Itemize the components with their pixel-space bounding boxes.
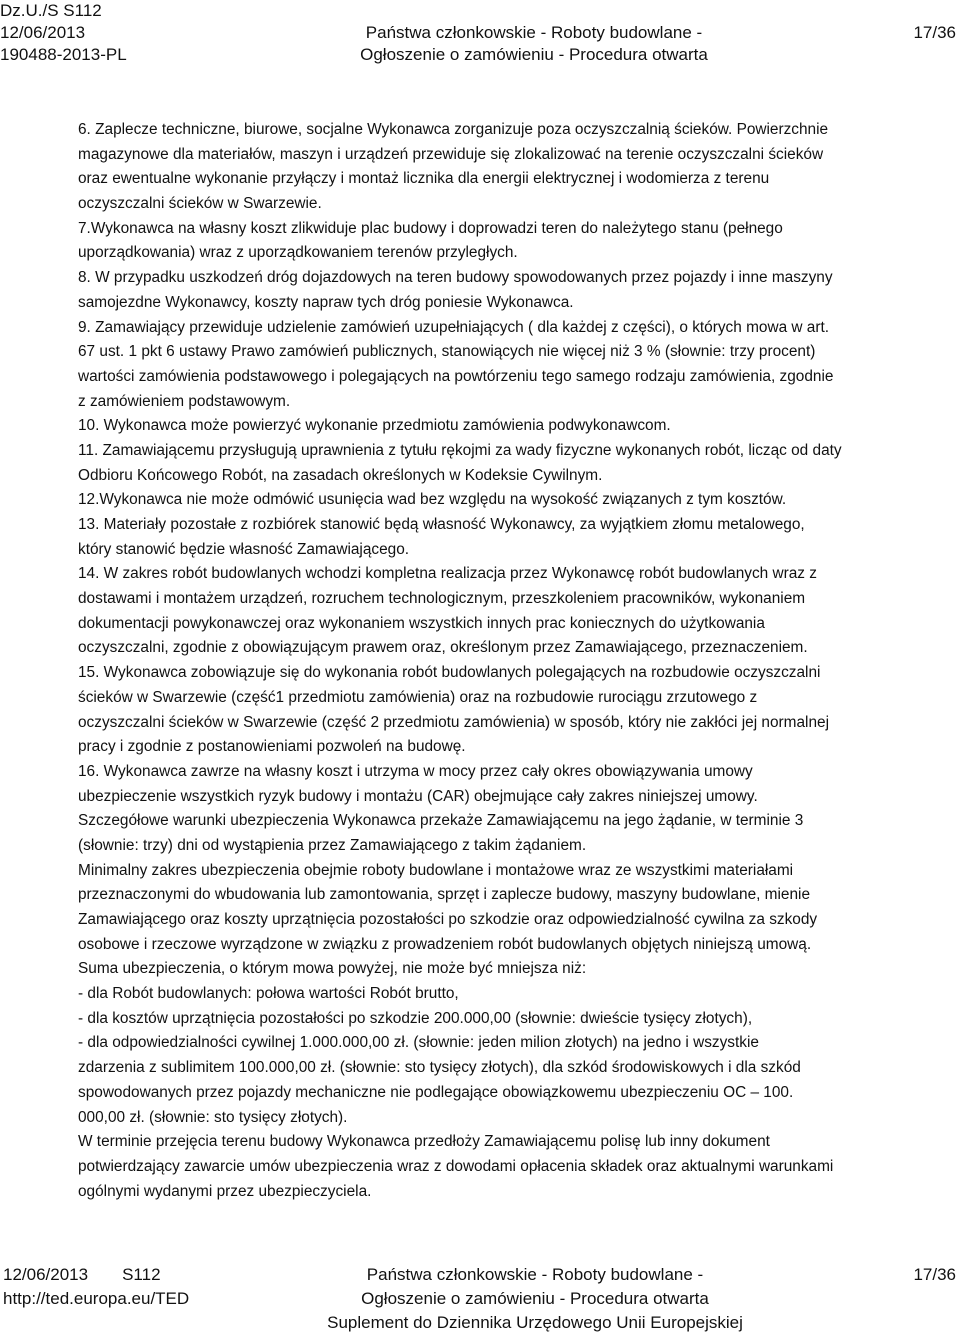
footer-page-number: 17/36	[913, 1265, 956, 1284]
body-line: 000,00 zł. (słownie: sto tysięcy złotych).	[78, 1108, 348, 1126]
footer-title-line2: Ogłoszenie o zamówieniu - Procedura otwarta	[361, 1289, 709, 1308]
body-line: 16. Wykonawca zawrze na własny koszt i utrzyma w mocy przez cały okres obowiązywania umowy	[78, 762, 753, 780]
body-line: 8. W przypadku uszkodzeń dróg dojazdowych na teren budowy spowodowanych przez pojazdy i inne maszyny	[78, 269, 833, 287]
body-line: uporządkowania) wraz z uporządkowaniem terenów przyległych.	[78, 244, 518, 262]
footer-date: 12/06/2013	[3, 1265, 89, 1284]
body-line: potwierdzający zawarcie umów ubezpieczenia wraz z dowodami opłacenia składek oraz aktualnymi warunkami	[78, 1157, 834, 1175]
body-line: - dla odpowiedzialności cywilnej 1.000.000,00 zł. (słownie: jeden milion złotych) na jedno i wszystkie	[78, 1034, 759, 1052]
body-line: ubezpieczenie wszystkich ryzyk budowy i montażu (CAR) obejmujące cały zakres niniejszej umowy.	[78, 787, 758, 805]
body-line: 9. Zamawiający przewiduje udzielenie zamówień uzupełniających ( dla każdej z części), o których mowa w art.	[78, 318, 830, 336]
body-line: magazynowe dla materiałów, maszyn i urządzeń przewiduje się zlokalizować na terenie oczyszczalni ścieków	[78, 145, 824, 163]
body-line: (słownie: trzy) dni od wystąpienia przez Zamawiającego z takim żądaniem.	[78, 836, 587, 854]
body-line: Suma ubezpieczenia, o którym mowa powyżej, nie może być mniejsza niż:	[78, 960, 587, 978]
body-line: Odbioru Końcowego Robót, na zasadach określonych w Kodeksie Cywilnym.	[78, 466, 603, 484]
header-date: 12/06/2013	[0, 23, 86, 42]
body-line: oczyszczalni ścieków w Swarzewie (część 2 przedmiotu zamówienia) w sposób, który nie zakłóci jej normalnej	[78, 713, 829, 731]
body-line: wartości zamówienia podstawowego i polegających na powtórzeniu tego samego rodzaju zamówienia, zgodnie	[78, 367, 834, 385]
body-line: samojezdne Wykonawcy, koszty napraw tych dróg poniesie Wykonawca.	[78, 293, 574, 311]
body-line: 10. Wykonawca może powierzyć wykonanie przedmiotu zamówienia podwykonawcom.	[78, 417, 671, 435]
body-line: zdarzenia z sublimitem 100.000,00 zł. (słownie: sto tysięcy złotych), dla szkód środowiskowych i dla szkód	[78, 1059, 801, 1077]
header-title-line1: Państwa członkowskie - Roboty budowlane -	[365, 23, 703, 42]
body-line: oczyszczalni, zgodnie z obowiązującym prawem oraz, określonym przez Zamawiającego, przeznaczeniem.	[78, 639, 808, 657]
footer-series: S112	[122, 1265, 161, 1284]
body-line: ogólnymi wydanymi przez ubezpieczyciela.	[78, 1182, 372, 1200]
body-line: osobowe i rzeczowe wyrządzone w związku z prowadzeniem robót budowlanych objętych niniejszą umową.	[78, 935, 812, 953]
footer-url: http://ted.europa.eu/TED	[3, 1289, 190, 1308]
body-line: 15. Wykonawca zobowiązuje się do wykonania robót budowlanych polegających na rozbudowie oczyszczalni	[78, 664, 821, 682]
header-left	[0, 0, 127, 66]
body-line: 67 ust. 1 pkt 6 ustawy Prawo zamówień publicznych, stanowiących nie więcej niż 3 % (słownie: trzy procent)	[78, 343, 816, 361]
body-line: przeznaczonymi do wbudowania lub zamontowania, sprzęt i zaplecze budowy, maszyny budowlane, mienie	[78, 886, 811, 904]
body-line: oraz ewentualne wykonanie przyłączy i montaż licznika dla energii elektrycznej i wodomierza z terenu	[78, 170, 770, 188]
body-line: dostawami i montażem urządzeń, rozruchem technologicznym, przeszkoleniem pracowników, wykonaniem	[78, 590, 806, 608]
body-line: 7.Wykonawca na własny koszt zlikwiduje plac budowy i doprowadzi teren do należytego stanu (pełnego	[78, 219, 783, 237]
notice-id: 190488-2013-PL	[0, 45, 127, 64]
body-line: W terminie przejęcia terenu budowy Wykonawca przedłoży Zamawiającemu polisę lub inny dokument	[78, 1133, 770, 1151]
body-line: Zamawiającego oraz koszty uprzątnięcia pozostałości po szkodzie oraz odpowiedzialność cywilna za szkody	[78, 911, 818, 928]
footer-left	[3, 1263, 189, 1311]
body-line: Minimalny zakres ubezpieczenia obejmie roboty budowlane i montażowe wraz ze wszystkimi materiałami	[78, 861, 794, 879]
body-line: - dla Robót budowlanych: połowa wartości Robót brutto,	[78, 985, 459, 1003]
body-line: dokumentacji powykonawczej oraz wykonaniem wszystkich innych prac koniecznych do użytkowania	[78, 614, 765, 632]
header-title	[357, 22, 711, 66]
body-line: 11. Zamawiającemu przysługują uprawnienia z tytułu rękojmi za wady fizyczne wykonanych robót, licząc od daty	[78, 441, 842, 459]
body-line: - dla kosztów uprzątnięcia pozostałości po szkodzie 200.000,00 (słownie: dwieście tysięcy złotych),	[78, 1009, 753, 1027]
header-page-number: 17/36	[913, 23, 956, 42]
body-line: który stanowić będzie własność Zamawiającego.	[78, 540, 410, 558]
body-line: 13. Materiały pozostałe z rozbiórek stanowić będą własność Wykonawcy, za wyjątkiem złomu metalowego,	[78, 516, 805, 533]
body-line: 12.Wykonawca nie może odmówić usunięcia wad bez względu na wysokość związanych z tym kosztów.	[78, 491, 787, 509]
body-line: oczyszczalni ścieków w Swarzewie.	[78, 195, 322, 213]
body-line: Szczegółowe warunki ubezpieczenia Wykonawca przekaże Zamawiającemu na jego żądanie, w terminie 3	[78, 812, 804, 830]
body-line: ścieków w Swarzewie (część1 przedmiotu zamówienia) oraz na rozbudowie rurociągu zrzutowego z	[78, 688, 758, 706]
footer-title-line1: Państwa członkowskie - Roboty budowlane -	[366, 1265, 704, 1284]
body-line: pracy i zgodnie z postanowieniami pozwoleń na budowę.	[78, 738, 466, 756]
footer-title-line3: Suplement do Dziennika Urzędowego Unii Europejskiej	[327, 1313, 743, 1332]
footer-title	[300, 1263, 770, 1335]
header-title-line2: Ogłoszenie o zamówieniu - Procedura otwarta	[360, 45, 708, 64]
body-line: 6. Zaplecze techniczne, biurowe, socjalne Wykonawca zorganizuje poza oczyszczalnią ścieków. Powierzchnie	[78, 121, 829, 138]
body-line: 14. W zakres robót budowlanych wchodzi kompletna realizacja przez Wykonawcę robót budowlanych wraz z	[78, 565, 817, 583]
body-line: spowodowanych przez pojazdy mechaniczne nie podlegające obowiązkowemu ubezpieczeniu OC – 100.	[78, 1083, 794, 1101]
body-line: z zamówieniem podstawowym.	[78, 392, 291, 410]
document-body	[78, 118, 956, 1204]
doc-ref: Dz.U./S S112	[0, 1, 102, 20]
